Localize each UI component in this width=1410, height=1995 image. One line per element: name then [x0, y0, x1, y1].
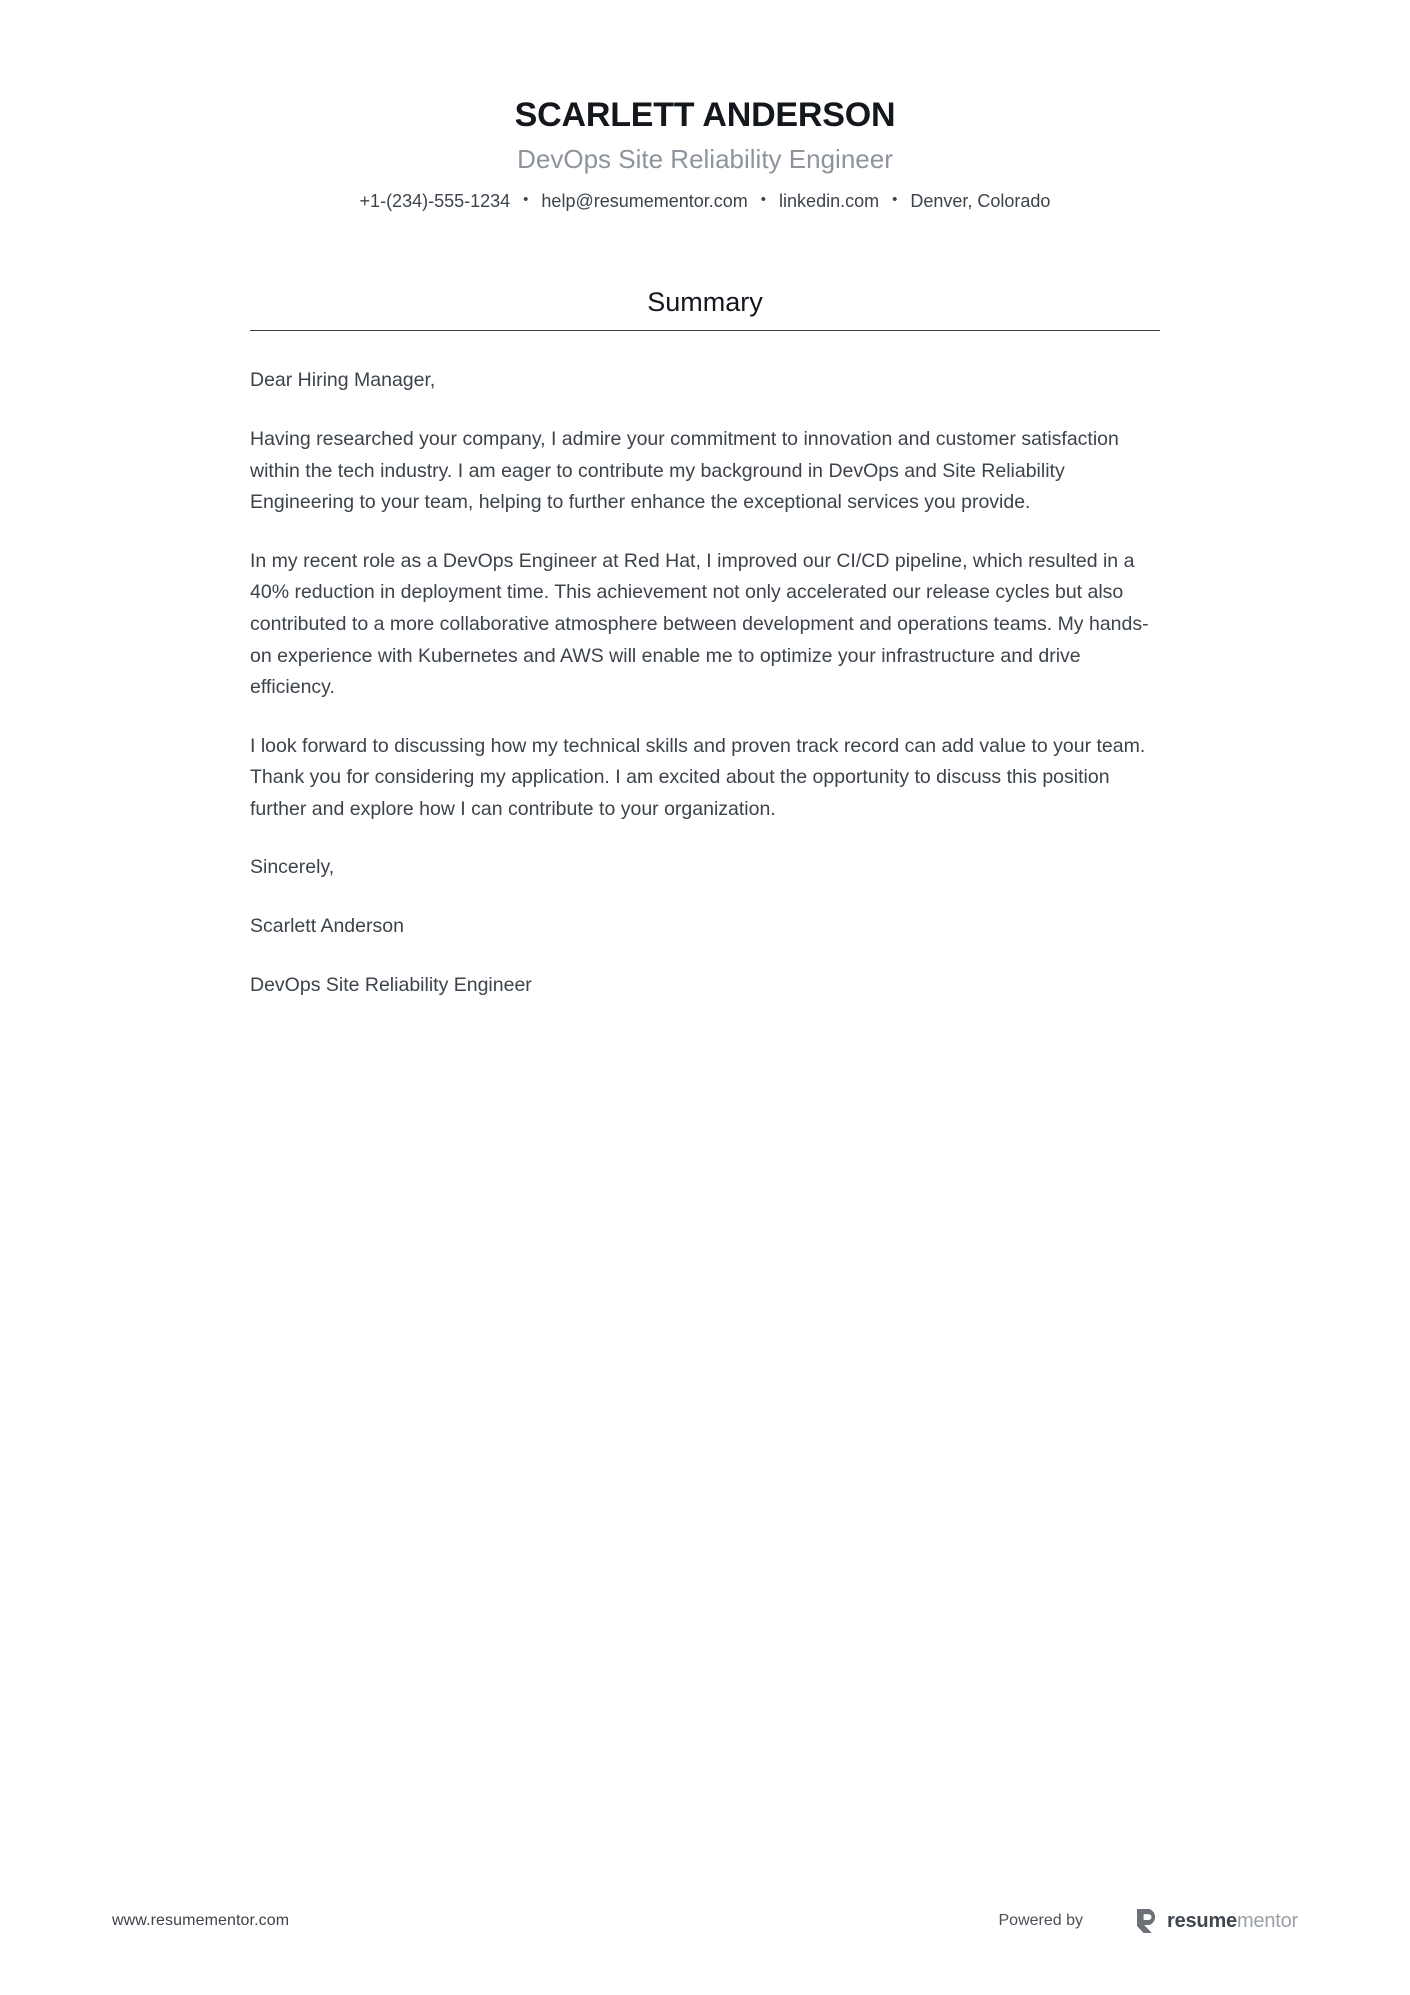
signature-name: Scarlett Anderson: [250, 914, 404, 937]
candidate-job-title: DevOps Site Reliability Engineer: [517, 144, 893, 175]
contact-separator-icon: •: [892, 190, 898, 208]
contact-line: [0, 189, 1410, 214]
candidate-name: SCARLETT ANDERSON: [514, 96, 896, 134]
contact-phone: +1-(234)-555-1234: [359, 190, 511, 211]
letter-header: [0, 0, 1410, 214]
summary-section-header: [250, 286, 1160, 331]
contact-email[interactable]: help@resumementor.com: [541, 190, 748, 211]
contact-separator-icon: •: [523, 190, 529, 208]
letter-body: [250, 331, 1160, 1001]
resumementor-logo[interactable]: [1137, 1909, 1298, 1933]
section-title: Summary: [647, 287, 763, 318]
brand-name-light: mentor: [1236, 1910, 1298, 1932]
closing-salutation: Sincerely,: [250, 856, 335, 879]
page-footer: [0, 1909, 1410, 1933]
contact-separator-icon: •: [760, 190, 767, 208]
contact-linkedin[interactable]: linkedin.com: [779, 190, 880, 211]
footer-website-url[interactable]: www.resumementor.com: [112, 1912, 290, 1929]
resumementor-wordmark: [1167, 1911, 1298, 1931]
brand-name-bold: resume: [1167, 1910, 1237, 1932]
powered-by-label: Powered by: [998, 1912, 1083, 1929]
resumementor-mark-icon: [1137, 1909, 1158, 1933]
body-paragraph-2: In my recent role as a DevOps Engineer at Red Hat, I improved our CI/CD pipeline, which resulted in a 40% reduction in deployment time. This achievement not only accelerated our release cycles but also contributed to a more collaborative atmosphere between development and operations teams. My hands-on experience with Kubernetes and AWS will enable me to optimize your infrastructure and drive efficiency.: [250, 549, 1149, 699]
body-paragraph-3: I look forward to discussing how my technical skills and proven track record can add value to your team. Thank you for considering my application. I am excited about the opportunity to discuss this position further and explore how I can contribute to your organization.: [250, 734, 1146, 820]
signature-job-title: DevOps Site Reliability Engineer: [250, 973, 532, 996]
footer-brand-area: [999, 1909, 1299, 1933]
salutation: Dear Hiring Manager,: [250, 369, 436, 392]
contact-location: Denver, Colorado: [910, 190, 1051, 211]
body-paragraph-1: Having researched your company, I admire your commitment to innovation and customer satisfaction within the tech industry. I am eager to contribute my background in DevOps and Site Reliability Engineering to your team, helping to further enhance the exceptional services you provide.: [250, 428, 1119, 514]
